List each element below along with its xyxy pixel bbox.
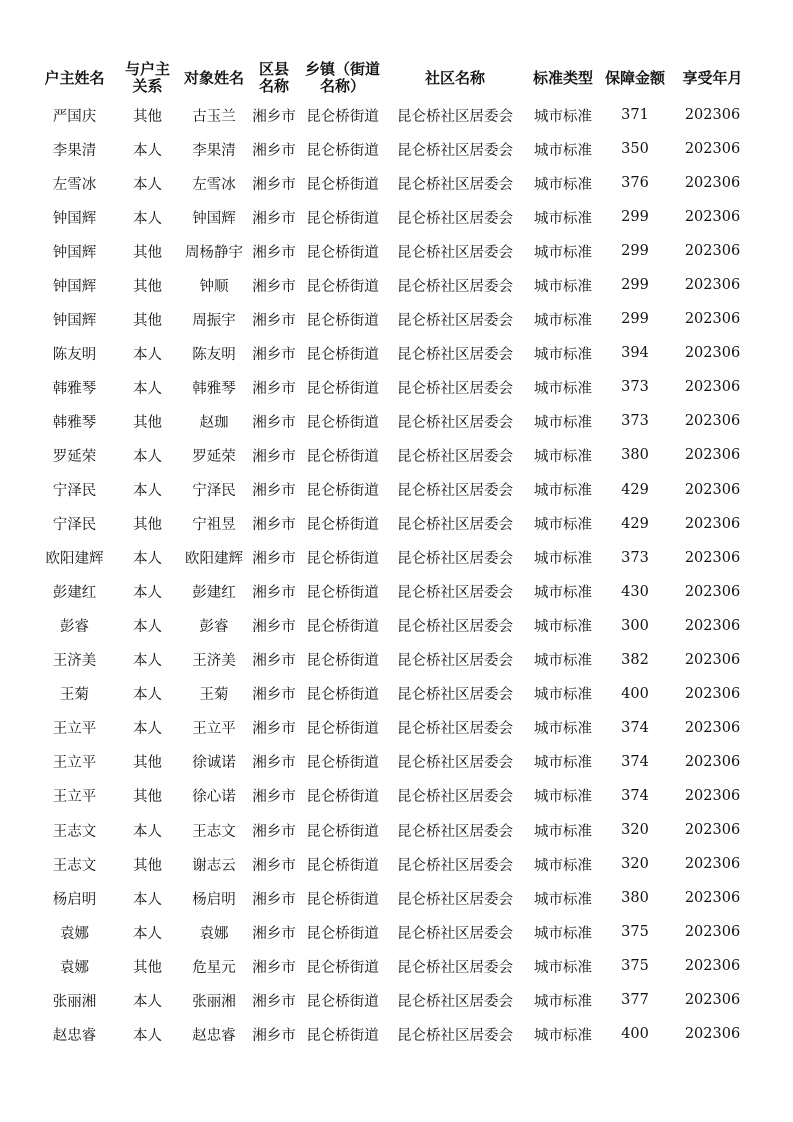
table-row: [34, 268, 756, 302]
cell-standard-type: 城市标准: [534, 789, 592, 806]
cell-county-name: 湘乡市: [252, 483, 296, 500]
cell-town-street-name: 昆仑桥街道: [306, 823, 379, 840]
cell-standard-type: 城市标准: [534, 585, 592, 602]
cell-recipient-name: 赵忠睿: [192, 1027, 236, 1044]
cell-benefit-month: 202306: [684, 822, 741, 838]
table-row: [34, 779, 756, 813]
cell-relation-to-head: 本人: [133, 721, 162, 738]
cell-town-street-name: 昆仑桥街道: [306, 585, 379, 602]
cell-benefit-amount: 374: [621, 753, 649, 770]
table-row: [34, 575, 756, 609]
cell-standard-type: 城市标准: [534, 1027, 592, 1044]
cell-town-street-name: 昆仑桥街道: [306, 312, 379, 329]
cell-relation-to-head: 本人: [133, 142, 162, 159]
cell-county-name: 湘乡市: [252, 176, 296, 193]
cell-standard-type: 城市标准: [534, 687, 592, 704]
cell-recipient-name: 宁泽民: [192, 483, 236, 500]
cell-town-street-name: 昆仑桥街道: [306, 857, 379, 874]
table-row: [34, 370, 756, 404]
cell-relation-to-head: 本人: [133, 176, 162, 193]
cell-household-head-name: 王志文: [52, 823, 97, 840]
table-row: [34, 643, 756, 677]
cell-benefit-amount: 400: [621, 685, 649, 702]
cell-community-name: 昆仑桥社区居委会: [397, 925, 513, 942]
cell-recipient-name: 李果清: [192, 142, 236, 159]
cell-benefit-month: 202306: [684, 651, 741, 668]
cell-benefit-month: 202306: [684, 958, 741, 975]
cell-household-head-name: 李果清: [52, 142, 97, 159]
cell-relation-to-head: 本人: [133, 210, 162, 227]
cell-benefit-amount: 375: [621, 958, 649, 975]
cell-county-name: 湘乡市: [252, 414, 296, 431]
cell-community-name: 昆仑桥社区居委会: [397, 959, 513, 976]
cell-relation-to-head: 本人: [133, 551, 162, 568]
column-header-relation-to-head: 与户主 关系: [124, 60, 170, 95]
cell-recipient-name: 袁娜: [199, 925, 229, 942]
cell-county-name: 湘乡市: [252, 108, 296, 125]
cell-recipient-name: 左雪冰: [192, 176, 236, 193]
cell-recipient-name: 赵珈: [199, 414, 229, 431]
cell-household-head-name: 钟国辉: [52, 244, 97, 261]
cell-benefit-month: 202306: [684, 243, 741, 260]
cell-standard-type: 城市标准: [534, 346, 592, 363]
column-header-town-street-name: 乡镇（街道 名称）: [304, 60, 380, 95]
cell-relation-to-head: 本人: [133, 346, 162, 363]
cell-household-head-name: 张丽湘: [52, 993, 97, 1010]
cell-county-name: 湘乡市: [252, 755, 296, 772]
cell-benefit-amount: 371: [621, 107, 649, 124]
cell-benefit-month: 202306: [684, 787, 741, 804]
column-header-benefit-month: 享受年月: [682, 68, 743, 87]
cell-community-name: 昆仑桥社区居委会: [397, 823, 513, 840]
cell-recipient-name: 钟国辉: [192, 210, 236, 227]
cell-benefit-month: 202306: [684, 447, 741, 464]
cell-county-name: 湘乡市: [252, 380, 296, 397]
cell-benefit-amount: 429: [621, 481, 649, 498]
cell-relation-to-head: 本人: [133, 585, 162, 602]
cell-relation-to-head: 本人: [133, 993, 162, 1010]
cell-county-name: 湘乡市: [252, 312, 296, 329]
cell-relation-to-head: 本人: [133, 687, 162, 704]
cell-benefit-amount: 400: [621, 1026, 649, 1043]
cell-relation-to-head: 其他: [133, 517, 162, 534]
column-header-standard-type: 标准类型: [532, 68, 593, 87]
cell-benefit-amount: 350: [621, 141, 649, 158]
cell-community-name: 昆仑桥社区居委会: [397, 993, 513, 1010]
cell-recipient-name: 王济美: [192, 653, 236, 670]
cell-town-street-name: 昆仑桥街道: [306, 278, 379, 295]
cell-community-name: 昆仑桥社区居委会: [397, 687, 513, 704]
cell-benefit-month: 202306: [684, 583, 741, 600]
cell-benefit-month: 202306: [684, 379, 741, 396]
cell-community-name: 昆仑桥社区居委会: [397, 585, 513, 602]
cell-town-street-name: 昆仑桥街道: [306, 789, 379, 806]
cell-standard-type: 城市标准: [534, 483, 592, 500]
table-row: [34, 813, 756, 847]
document-page: [34, 58, 756, 1051]
table-row: [34, 949, 756, 983]
cell-county-name: 湘乡市: [252, 959, 296, 976]
cell-town-street-name: 昆仑桥街道: [306, 619, 379, 636]
cell-household-head-name: 左雪冰: [52, 176, 97, 193]
cell-benefit-month: 202306: [684, 549, 741, 566]
cell-relation-to-head: 其他: [133, 414, 162, 431]
cell-household-head-name: 欧阳建辉: [45, 551, 104, 568]
cell-town-street-name: 昆仑桥街道: [306, 925, 379, 942]
table-row: [34, 404, 756, 438]
cell-relation-to-head: 本人: [133, 448, 162, 465]
cell-benefit-amount: 373: [621, 413, 649, 430]
cell-benefit-amount: 373: [621, 379, 649, 396]
table-row: [34, 473, 756, 507]
cell-standard-type: 城市标准: [534, 176, 592, 193]
cell-recipient-name: 韩雅琴: [192, 380, 236, 397]
cell-benefit-amount: 375: [621, 924, 649, 941]
cell-benefit-month: 202306: [684, 175, 741, 192]
header-row: [34, 58, 756, 98]
cell-standard-type: 城市标准: [534, 925, 592, 942]
cell-household-head-name: 彭建红: [52, 585, 97, 602]
cell-town-street-name: 昆仑桥街道: [306, 380, 379, 397]
cell-recipient-name: 欧阳建辉: [185, 551, 243, 568]
cell-community-name: 昆仑桥社区居委会: [397, 244, 513, 261]
cell-community-name: 昆仑桥社区居委会: [397, 619, 513, 636]
cell-community-name: 昆仑桥社区居委会: [397, 483, 513, 500]
cell-community-name: 昆仑桥社区居委会: [397, 721, 513, 738]
cell-benefit-month: 202306: [684, 277, 741, 294]
cell-recipient-name: 王立平: [192, 721, 236, 738]
cell-town-street-name: 昆仑桥街道: [306, 483, 379, 500]
cell-benefit-month: 202306: [684, 617, 741, 634]
cell-standard-type: 城市标准: [534, 823, 592, 840]
table-row: [34, 677, 756, 711]
cell-benefit-amount: 380: [621, 447, 649, 464]
cell-town-street-name: 昆仑桥街道: [306, 687, 379, 704]
cell-standard-type: 城市标准: [534, 721, 592, 738]
cell-household-head-name: 王立平: [52, 721, 97, 738]
cell-household-head-name: 韩雅琴: [52, 414, 97, 431]
cell-household-head-name: 宁泽民: [52, 517, 97, 534]
table-row: [34, 507, 756, 541]
cell-county-name: 湘乡市: [252, 517, 296, 534]
cell-community-name: 昆仑桥社区居委会: [397, 278, 513, 295]
cell-county-name: 湘乡市: [252, 1027, 296, 1044]
cell-recipient-name: 彭建红: [192, 585, 236, 602]
cell-relation-to-head: 其他: [133, 857, 162, 874]
cell-county-name: 湘乡市: [252, 142, 296, 159]
cell-recipient-name: 王菊: [199, 687, 229, 704]
cell-standard-type: 城市标准: [534, 959, 592, 976]
cell-benefit-month: 202306: [684, 992, 741, 1009]
cell-county-name: 湘乡市: [252, 891, 296, 908]
cell-household-head-name: 严国庆: [52, 108, 97, 125]
cell-town-street-name: 昆仑桥街道: [306, 959, 379, 976]
cell-county-name: 湘乡市: [252, 993, 296, 1010]
cell-town-street-name: 昆仑桥街道: [306, 346, 379, 363]
cell-county-name: 湘乡市: [252, 585, 296, 602]
table-row: [34, 609, 756, 643]
cell-relation-to-head: 其他: [133, 244, 162, 261]
cell-relation-to-head: 其他: [133, 312, 162, 329]
cell-benefit-month: 202306: [684, 719, 741, 736]
cell-town-street-name: 昆仑桥街道: [306, 1027, 379, 1044]
cell-benefit-amount: 374: [621, 719, 649, 736]
cell-benefit-month: 202306: [684, 685, 741, 702]
table-row: [34, 541, 756, 575]
cell-household-head-name: 王济美: [52, 653, 97, 670]
cell-benefit-month: 202306: [684, 1026, 741, 1043]
cell-relation-to-head: 其他: [133, 108, 162, 125]
cell-standard-type: 城市标准: [534, 517, 592, 534]
cell-standard-type: 城市标准: [534, 993, 592, 1010]
cell-household-head-name: 袁娜: [60, 925, 89, 942]
cell-benefit-month: 202306: [684, 890, 741, 907]
cell-standard-type: 城市标准: [534, 244, 592, 261]
cell-county-name: 湘乡市: [252, 448, 296, 465]
table-row: [34, 881, 756, 915]
cell-recipient-name: 谢志云: [192, 857, 236, 874]
cell-county-name: 湘乡市: [252, 619, 296, 636]
cell-town-street-name: 昆仑桥街道: [306, 244, 379, 261]
cell-benefit-amount: 382: [621, 651, 649, 668]
cell-relation-to-head: 其他: [133, 959, 162, 976]
table-header: [34, 58, 756, 98]
table-row: [34, 745, 756, 779]
cell-recipient-name: 周杨静宇: [185, 244, 243, 261]
cell-recipient-name: 陈友明: [192, 346, 236, 363]
cell-county-name: 湘乡市: [252, 925, 296, 942]
cell-standard-type: 城市标准: [534, 653, 592, 670]
cell-recipient-name: 钟顺: [199, 278, 229, 295]
cell-county-name: 湘乡市: [252, 210, 296, 227]
table-row: [34, 166, 756, 200]
cell-town-street-name: 昆仑桥街道: [306, 448, 379, 465]
cell-benefit-amount: 320: [621, 822, 649, 838]
cell-community-name: 昆仑桥社区居委会: [397, 789, 513, 806]
cell-town-street-name: 昆仑桥街道: [306, 517, 379, 534]
cell-benefit-amount: 377: [621, 992, 649, 1009]
table-row: [34, 983, 756, 1017]
cell-relation-to-head: 本人: [133, 380, 162, 397]
cell-household-head-name: 赵忠睿: [52, 1027, 97, 1044]
cell-benefit-month: 202306: [684, 209, 741, 226]
cell-relation-to-head: 本人: [133, 925, 162, 942]
cell-standard-type: 城市标准: [534, 414, 592, 431]
cell-benefit-amount: 374: [621, 787, 649, 804]
table-row: [34, 336, 756, 370]
cell-community-name: 昆仑桥社区居委会: [397, 1027, 513, 1044]
table-row: [34, 98, 756, 132]
cell-benefit-month: 202306: [684, 141, 741, 158]
cell-standard-type: 城市标准: [534, 108, 592, 125]
cell-town-street-name: 昆仑桥街道: [306, 108, 379, 125]
column-header-benefit-amount: 保障金额: [604, 68, 665, 87]
cell-benefit-month: 202306: [684, 107, 741, 124]
cell-town-street-name: 昆仑桥街道: [306, 653, 379, 670]
cell-community-name: 昆仑桥社区居委会: [397, 653, 513, 670]
cell-benefit-amount: 299: [621, 209, 649, 226]
cell-standard-type: 城市标准: [534, 857, 592, 874]
cell-benefit-amount: 299: [621, 243, 649, 260]
cell-county-name: 湘乡市: [252, 721, 296, 738]
cell-benefit-month: 202306: [684, 345, 741, 362]
cell-household-head-name: 王志文: [52, 857, 97, 874]
cell-benefit-month: 202306: [684, 856, 741, 873]
cell-community-name: 昆仑桥社区居委会: [397, 312, 513, 329]
cell-community-name: 昆仑桥社区居委会: [397, 857, 513, 874]
cell-county-name: 湘乡市: [252, 687, 296, 704]
cell-household-head-name: 宁泽民: [52, 483, 97, 500]
cell-benefit-amount: 320: [621, 856, 649, 873]
cell-standard-type: 城市标准: [534, 210, 592, 227]
cell-standard-type: 城市标准: [534, 619, 592, 636]
table-row: [34, 132, 756, 166]
cell-community-name: 昆仑桥社区居委会: [397, 108, 513, 125]
cell-benefit-month: 202306: [684, 753, 741, 770]
cell-benefit-amount: 429: [621, 515, 649, 532]
cell-relation-to-head: 其他: [133, 789, 162, 806]
cell-benefit-amount: 380: [621, 890, 649, 907]
table-row: [34, 847, 756, 881]
cell-benefit-month: 202306: [684, 311, 741, 328]
cell-standard-type: 城市标准: [534, 278, 592, 295]
cell-household-head-name: 袁娜: [60, 959, 89, 976]
column-header-county-name: 区县 名称: [258, 60, 289, 95]
cell-benefit-amount: 430: [621, 583, 649, 600]
cell-community-name: 昆仑桥社区居委会: [397, 891, 513, 908]
cell-household-head-name: 韩雅琴: [52, 380, 97, 397]
column-header-community-name: 社区名称: [424, 68, 485, 87]
cell-county-name: 湘乡市: [252, 278, 296, 295]
cell-town-street-name: 昆仑桥街道: [306, 176, 379, 193]
cell-recipient-name: 徐诚诺: [192, 755, 236, 772]
table-body: [34, 98, 756, 1051]
cell-town-street-name: 昆仑桥街道: [306, 993, 379, 1010]
beneficiary-table: [34, 58, 756, 1051]
cell-town-street-name: 昆仑桥街道: [306, 551, 379, 568]
cell-recipient-name: 周振宇: [192, 312, 236, 329]
cell-county-name: 湘乡市: [252, 244, 296, 261]
cell-recipient-name: 杨启明: [192, 891, 236, 908]
cell-household-head-name: 陈友明: [52, 346, 97, 363]
cell-relation-to-head: 本人: [133, 483, 162, 500]
cell-household-head-name: 王立平: [52, 789, 97, 806]
table-row: [34, 234, 756, 268]
cell-household-head-name: 彭睿: [60, 619, 89, 636]
cell-benefit-amount: 300: [621, 617, 649, 634]
cell-community-name: 昆仑桥社区居委会: [397, 755, 513, 772]
cell-community-name: 昆仑桥社区居委会: [397, 380, 513, 397]
cell-standard-type: 城市标准: [534, 312, 592, 329]
cell-standard-type: 城市标准: [534, 551, 592, 568]
cell-community-name: 昆仑桥社区居委会: [397, 142, 513, 159]
cell-household-head-name: 王菊: [60, 687, 89, 704]
cell-standard-type: 城市标准: [534, 891, 592, 908]
cell-county-name: 湘乡市: [252, 789, 296, 806]
cell-town-street-name: 昆仑桥街道: [306, 210, 379, 227]
cell-standard-type: 城市标准: [534, 142, 592, 159]
table-row: [34, 302, 756, 336]
table-row: [34, 200, 756, 234]
cell-standard-type: 城市标准: [534, 755, 592, 772]
cell-relation-to-head: 其他: [133, 755, 162, 772]
cell-household-head-name: 王立平: [52, 755, 97, 772]
cell-household-head-name: 杨启明: [52, 891, 97, 908]
cell-benefit-amount: 299: [621, 311, 649, 328]
cell-standard-type: 城市标准: [534, 380, 592, 397]
cell-recipient-name: 徐心诺: [192, 789, 236, 806]
cell-benefit-amount: 376: [621, 175, 649, 192]
cell-community-name: 昆仑桥社区居委会: [397, 414, 513, 431]
cell-benefit-amount: 394: [621, 345, 649, 362]
cell-relation-to-head: 本人: [133, 1027, 162, 1044]
cell-benefit-month: 202306: [684, 413, 741, 430]
cell-recipient-name: 宁祖昱: [192, 517, 236, 534]
table-row: [34, 915, 756, 949]
cell-community-name: 昆仑桥社区居委会: [397, 448, 513, 465]
cell-recipient-name: 古玉兰: [192, 108, 236, 125]
column-header-household-head-name: 户主姓名: [44, 68, 105, 87]
cell-recipient-name: 张丽湘: [192, 993, 236, 1010]
cell-benefit-month: 202306: [684, 924, 741, 941]
cell-town-street-name: 昆仑桥街道: [306, 721, 379, 738]
cell-county-name: 湘乡市: [252, 551, 296, 568]
cell-benefit-month: 202306: [684, 481, 741, 498]
cell-benefit-amount: 299: [621, 277, 649, 294]
cell-benefit-amount: 373: [621, 549, 649, 566]
cell-county-name: 湘乡市: [252, 346, 296, 363]
cell-town-street-name: 昆仑桥街道: [306, 142, 379, 159]
cell-town-street-name: 昆仑桥街道: [306, 414, 379, 431]
cell-relation-to-head: 其他: [133, 278, 162, 295]
column-header-recipient-name: 对象姓名: [183, 68, 244, 87]
cell-recipient-name: 彭睿: [199, 619, 229, 636]
cell-household-head-name: 钟国辉: [52, 312, 97, 329]
cell-community-name: 昆仑桥社区居委会: [397, 517, 513, 534]
table-row: [34, 1017, 756, 1051]
cell-benefit-month: 202306: [684, 515, 741, 532]
cell-household-head-name: 钟国辉: [52, 210, 97, 227]
cell-recipient-name: 王志文: [192, 823, 236, 840]
cell-standard-type: 城市标准: [534, 448, 592, 465]
cell-town-street-name: 昆仑桥街道: [306, 755, 379, 772]
cell-county-name: 湘乡市: [252, 823, 296, 840]
cell-town-street-name: 昆仑桥街道: [306, 891, 379, 908]
cell-household-head-name: 罗延荣: [52, 448, 97, 465]
cell-relation-to-head: 本人: [133, 653, 162, 670]
cell-community-name: 昆仑桥社区居委会: [397, 346, 513, 363]
cell-relation-to-head: 本人: [133, 891, 162, 908]
table-row: [34, 438, 756, 472]
cell-county-name: 湘乡市: [252, 653, 296, 670]
cell-community-name: 昆仑桥社区居委会: [397, 551, 513, 568]
cell-household-head-name: 钟国辉: [52, 278, 97, 295]
cell-county-name: 湘乡市: [252, 857, 296, 874]
cell-recipient-name: 罗延荣: [192, 448, 236, 465]
table-row: [34, 711, 756, 745]
cell-relation-to-head: 本人: [133, 823, 162, 840]
cell-relation-to-head: 本人: [133, 619, 162, 636]
cell-recipient-name: 危星元: [192, 959, 236, 976]
cell-community-name: 昆仑桥社区居委会: [397, 176, 513, 193]
cell-community-name: 昆仑桥社区居委会: [397, 210, 513, 227]
